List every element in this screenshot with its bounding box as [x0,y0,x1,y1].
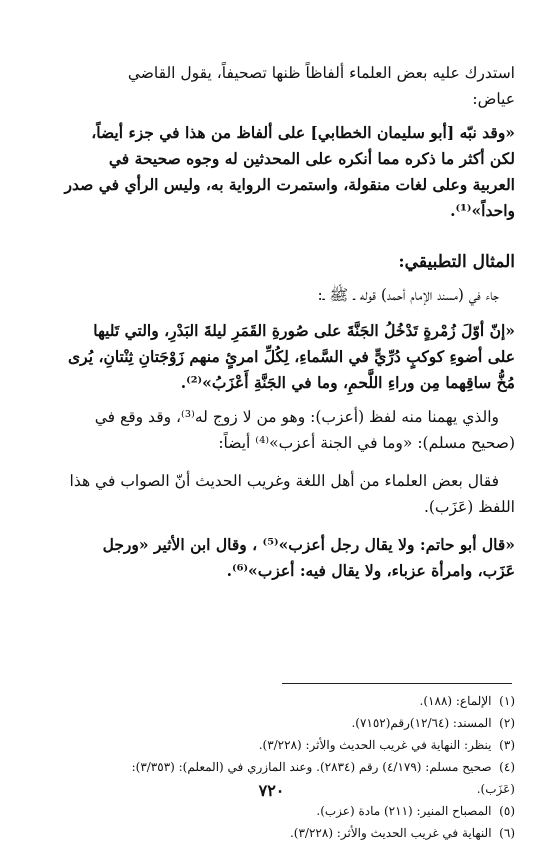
footnote-item [29,690,515,712]
page-number: ٧٢٠ [258,781,285,800]
text-line: فقال بعض العلماء من أهل اللغة وغريب الحديث أنّ الصواب في هذا [69,472,499,490]
footnote-text: المصباح المنير: (٢١١) مادة (عزب). [316,804,492,818]
footnote-item [29,800,515,822]
quote-abu-hatim [29,532,515,584]
footnote-text: المسند: (١٢/٦٤)رقم(٧١٥٢). [351,716,492,730]
text-line: (صحيح مسلم): «وما في الجنة أعزب»⁽⁴⁾ أيضاً: [218,434,515,452]
paragraph-scholars [29,468,515,520]
footnote-number: (٤) [499,760,515,774]
footnote-text: النهاية في غريب الحديث والأثر: (٣/٢٢٨). [289,826,492,840]
section-heading: المثال التطبيقي: [398,252,515,272]
footnote-number: (٣) [499,738,515,752]
text-line: مُخُّ ساقِهما مِن وراءِ اللَّحمِ، وما في الجَنَّةِ أَعْزَبُ»⁽²⁾. [180,373,515,392]
text-line: عياض: [472,90,515,108]
text-line: جاء في (مسند الإمام أحمد) قوله ـ ﷺ ـ: [317,286,499,304]
footnote-item [29,756,515,778]
text-line: على أضوءِ كوكبٍ دُرِّيٍّ في السَّماءِ، لِكُلِّ امرئٍ منهم زَوْجَتانِ ثِنْتانِ، يُرى [68,347,515,366]
text-line: العربية وعلى لغات منقولة، واستمرت الرواية به، وليس الرأي في صدر [64,175,515,194]
footnote-item [29,712,515,734]
text-line: واحداً»⁽¹⁾. [450,201,515,220]
paragraph-intro [29,60,515,112]
hadith-quote [29,318,515,396]
footnote-item [29,822,515,844]
footnote-item [29,734,515,756]
footnote-number: (٦) [499,826,515,840]
footnote-number: (٢) [499,716,515,730]
hadith-intro [13,282,499,308]
text-line: عَزَب، وامرأة عزباء، ولا يقال فيه: أعزب»⁽⁶⁾. [226,561,515,580]
quote-khattabi [29,120,515,224]
text-line: لكن أكثر ما ذكره مما أنكره على المحدثين له وجوه صحيحة في [108,149,515,168]
footnote-continuation: (عَزَب). [476,782,515,796]
footnote-text: الإلماع: (١٨٨). [419,694,492,708]
footnotes [29,690,515,844]
footnote-text: صحيح مسلم: (٤/١٧٩) رقم (٢٨٣٤). وعند المازري في (المعلم): (٣/٣٥٣): [131,760,492,774]
text-line: «قال أبو حاتم: ولا يقال رجل أعزب»⁽⁵⁾ ، وقال ابن الأثير «ورجل [102,535,515,554]
text-line: والذي يهمنا منه لفظ (أعزب): وهو من لا زوج له⁽³⁾، وقد وقع في [94,408,499,426]
footnote-number: (٥) [499,804,515,818]
text-line: «إنّ أوّلَ زُمْرةٍ تَدْخُلُ الجَنَّةَ على صُورةِ القَمَرِ ليلةَ البَدْرِ، والتي تَليها [93,321,515,340]
footnote-separator [282,683,512,684]
footnote-number: (١) [499,694,515,708]
text-line: استدرك عليه بعض العلماء ألفاظاً ظنها تصحيفاً، يقول القاضي [127,64,515,82]
text-line: اللفظ (عَزَب). [423,498,515,516]
footnote-text: ينظر: النهاية في غريب الحديث والأثر: (٣/٢٢٨). [258,738,492,752]
paragraph-azab [29,404,515,456]
text-line: «وقد نبّه [أبو سليمان الخطابي] على ألفاظ من هذا في جزء أيضاً، [91,123,515,142]
